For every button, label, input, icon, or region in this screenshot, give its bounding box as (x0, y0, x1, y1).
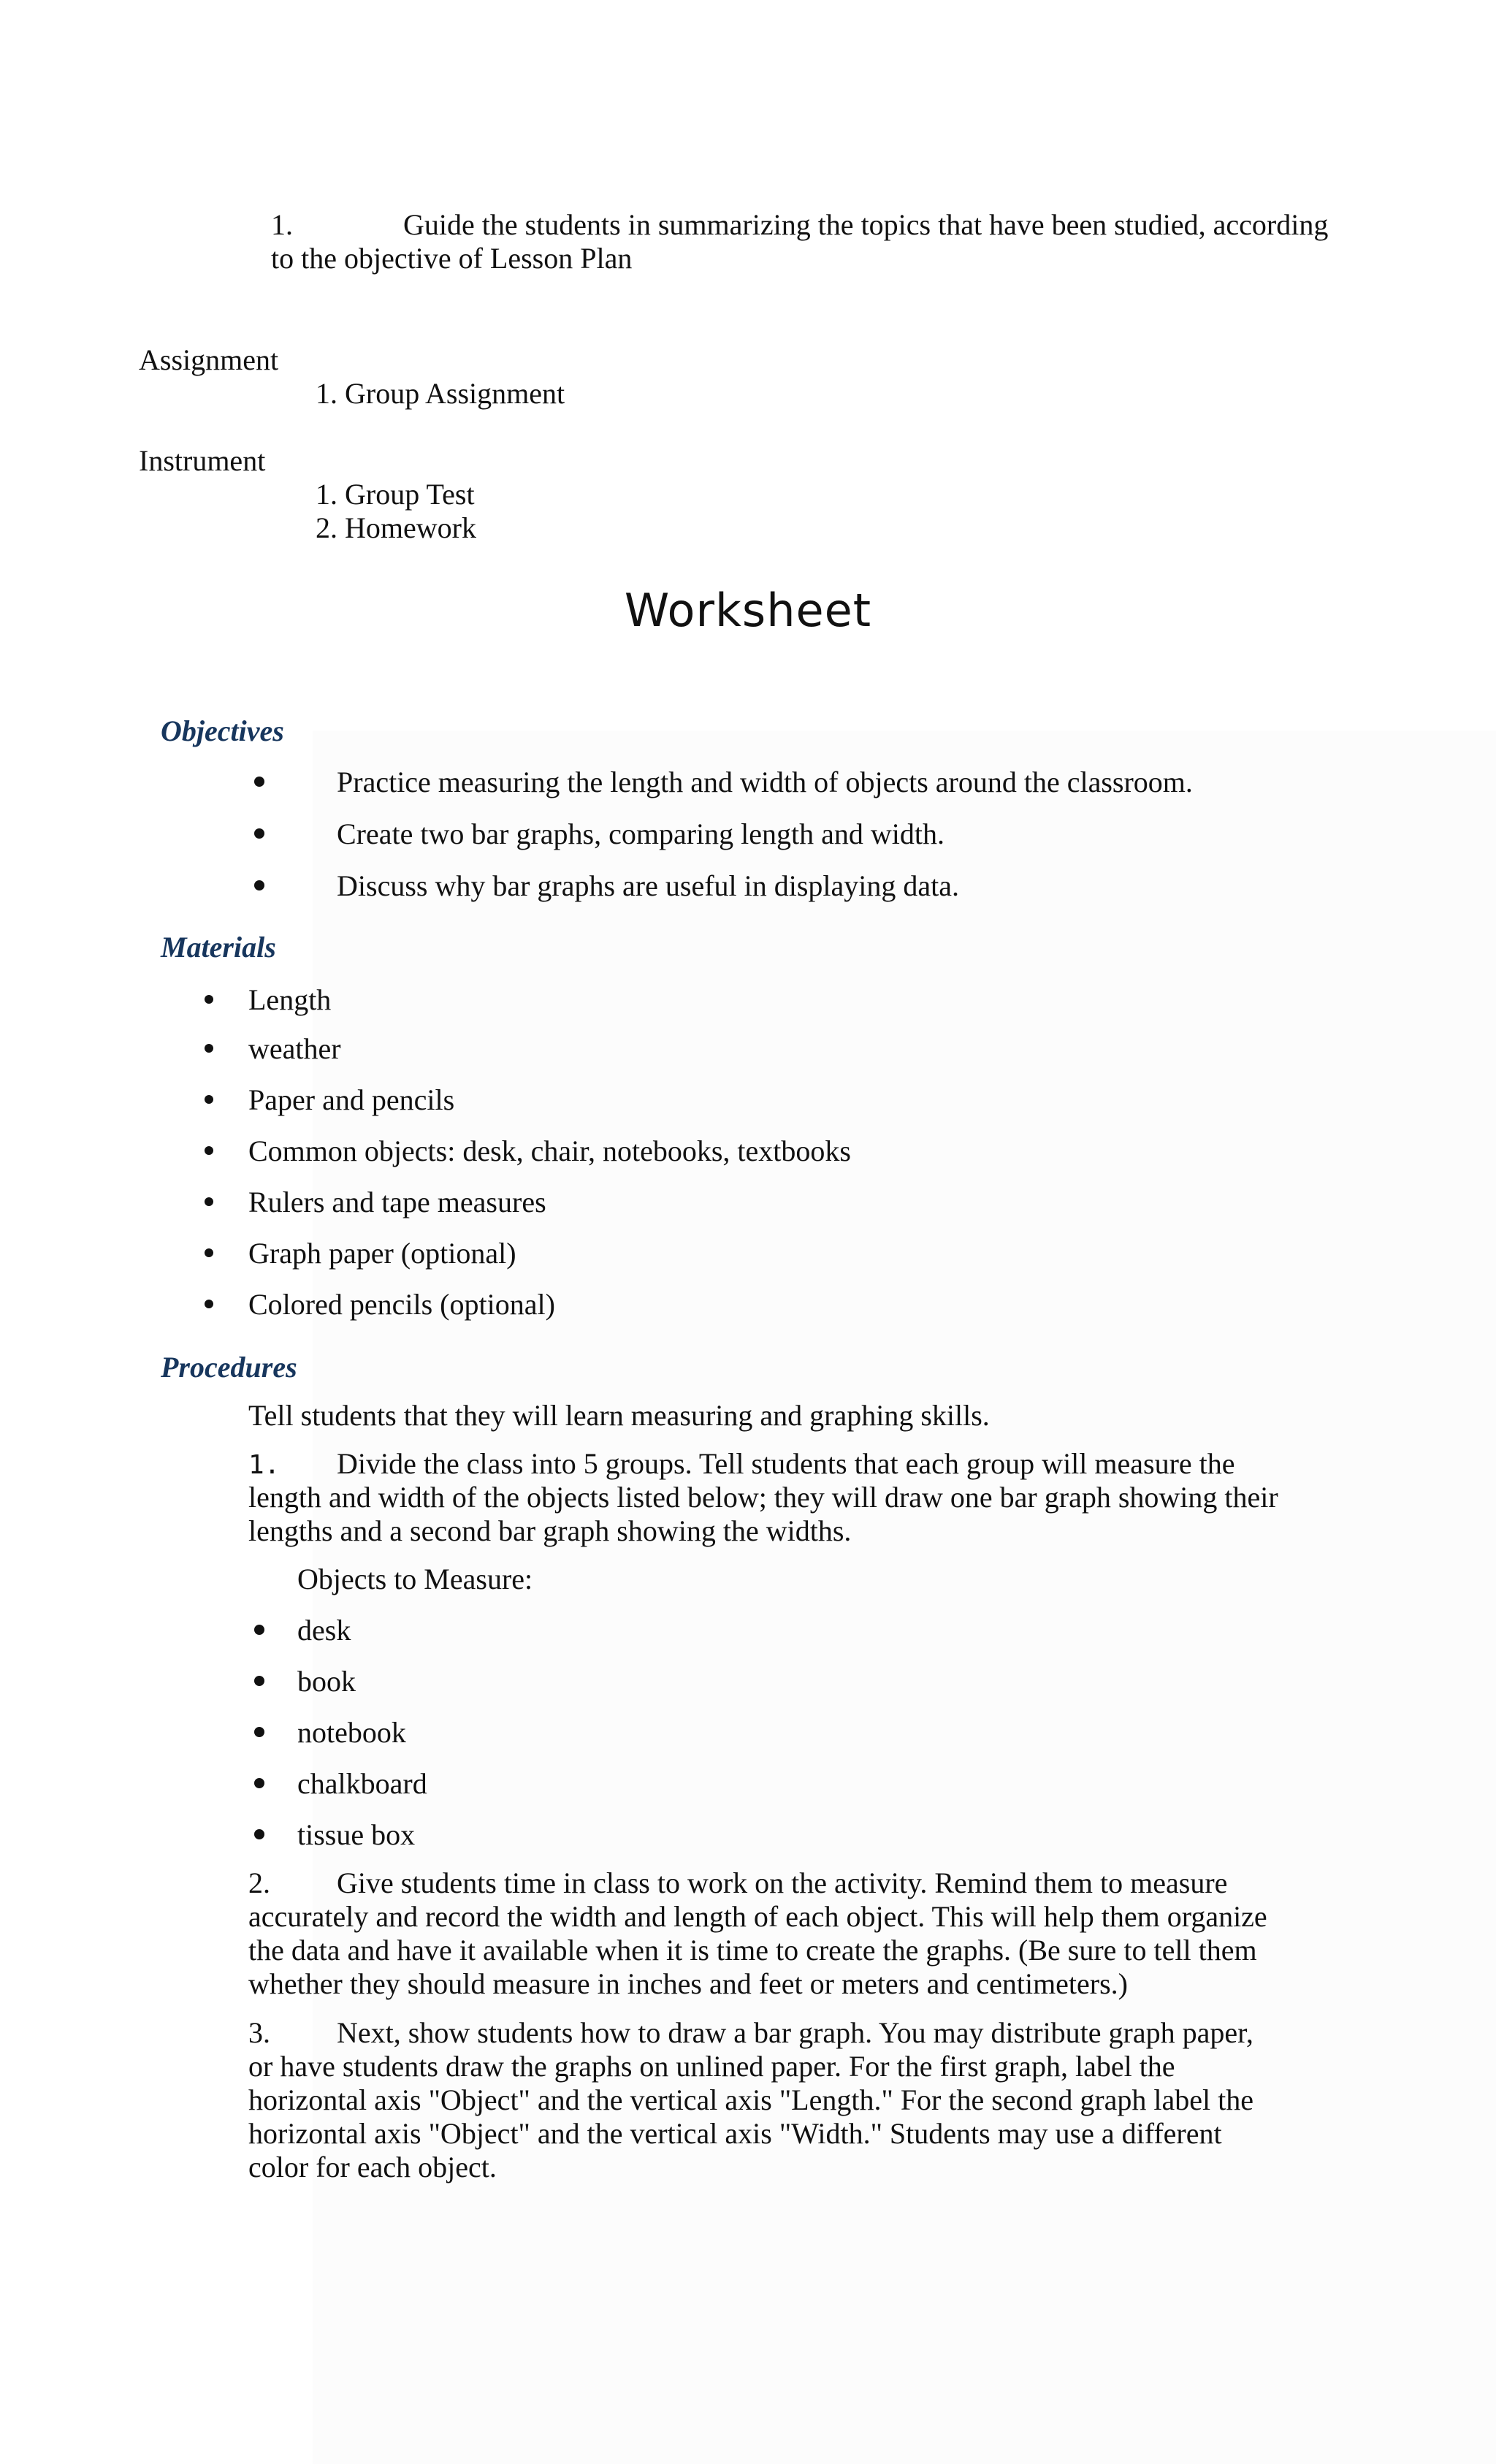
page-background-shade (313, 731, 1496, 2464)
step-2-number: 2. (248, 1866, 270, 1899)
step-3-line: Next, show students how to draw a bar graph. You may distribute graph paper, (337, 2016, 1253, 2049)
objective-item: Create two bar graphs, comparing length and width. (337, 817, 944, 850)
bullet-icon (205, 1197, 213, 1206)
instrument-item: 1. Group Test (316, 478, 475, 511)
procedures-intro: Tell students that they will learn measuring and graphing skills. (248, 1399, 990, 1432)
material-item: Colored pencils (optional) (248, 1288, 555, 1321)
bullet-icon (254, 777, 264, 787)
object-item: desk (297, 1614, 351, 1647)
material-item: Common objects: desk, chair, notebooks, textbooks (248, 1134, 851, 1167)
step-2-line: the data and have it available when it is time to create the graphs. (Be sure to tell them (248, 1934, 1257, 1967)
objective-item: Discuss why bar graphs are useful in displaying data. (337, 869, 960, 902)
intro-line-2: to the objective of Lesson Plan (271, 242, 633, 275)
material-item: Graph paper (optional) (248, 1237, 516, 1270)
assignment-heading: Assignment (139, 343, 279, 376)
step-1-line: length and width of the objects listed below; they will draw one bar graph showing their (248, 1481, 1278, 1514)
worksheet-title: Worksheet (624, 584, 872, 637)
object-item: chalkboard (297, 1767, 427, 1800)
bullet-icon (205, 1248, 213, 1257)
step-3-line: horizontal axis "Object" and the vertical axis "Length." For the second graph label the (248, 2083, 1253, 2116)
bullet-icon (254, 1625, 264, 1635)
intro-line-1: Guide the students in summarizing the topics that have been studied, according (403, 208, 1329, 241)
step-2-line: accurately and record the width and length of each object. This will help them organize (248, 1900, 1267, 1933)
step-3-line: or have students draw the graphs on unlined paper. For the first graph, label the (248, 2050, 1175, 2083)
step-1-line: Divide the class into 5 groups. Tell students that each group will measure the (337, 1447, 1235, 1480)
material-item: Paper and pencils (248, 1083, 455, 1116)
step-2-line: whether they should measure in inches and feet or meters and centimeters.) (248, 1967, 1129, 2000)
bullet-icon (254, 1829, 264, 1839)
bullet-icon (205, 1044, 213, 1053)
bullet-icon (254, 1778, 264, 1788)
bullet-icon (205, 1146, 213, 1155)
bullet-icon (254, 828, 264, 839)
objective-item: Practice measuring the length and width of objects around the classroom. (337, 766, 1193, 798)
instrument-heading: Instrument (139, 444, 266, 477)
material-item: Rulers and tape measures (248, 1186, 546, 1218)
step-3-line: color for each object. (248, 2151, 497, 2183)
step-1-number: 1. (248, 1450, 280, 1480)
bullet-icon (205, 995, 213, 1004)
bullet-icon (205, 1300, 213, 1308)
bullet-icon (205, 1095, 213, 1104)
step-1-line: lengths and a second bar graph showing the widths. (248, 1514, 852, 1547)
instrument-item: 2. Homework (316, 511, 476, 544)
assignment-item: 1. Group Assignment (316, 377, 565, 410)
step-3-number: 3. (248, 2016, 270, 2049)
procedures-heading: Procedures (161, 1351, 297, 1384)
intro-number: 1. (271, 208, 293, 241)
material-item: weather (248, 1032, 341, 1065)
step-2-line: Give students time in class to work on the activity. Remind them to measure (337, 1866, 1228, 1899)
step-3-line: horizontal axis "Object" and the vertical axis "Width." Students may use a different (248, 2117, 1222, 2150)
material-item: Length (248, 983, 332, 1016)
bullet-icon (254, 1727, 264, 1737)
objectives-heading: Objectives (161, 714, 284, 747)
object-item: book (297, 1665, 356, 1698)
bullet-icon (254, 880, 264, 890)
object-item: notebook (297, 1716, 406, 1749)
bullet-icon (254, 1676, 264, 1686)
objects-heading: Objects to Measure: (297, 1563, 533, 1595)
object-item: tissue box (297, 1818, 416, 1851)
materials-heading: Materials (161, 931, 276, 964)
